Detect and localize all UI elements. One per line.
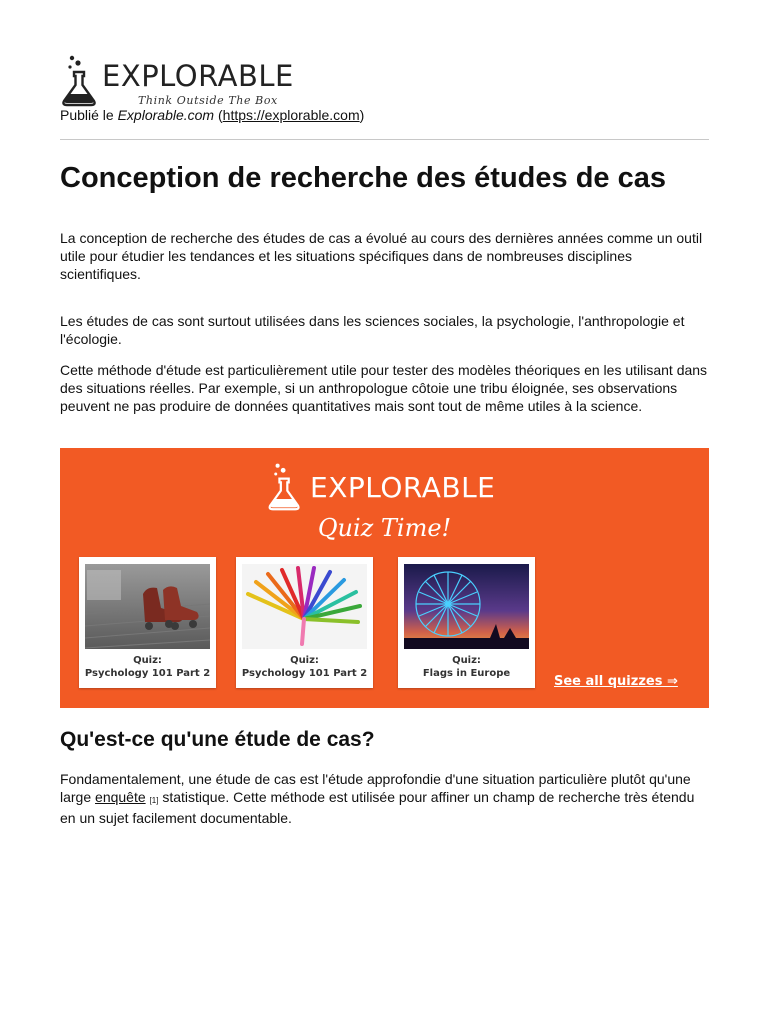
- paragraph-intro: La conception de recherche des études de cas a évolué au cours des dernières années comme un outil utile pour étudier les tendances et les situations spécifiques dans de nombreuses disciplines scientifiques.: [60, 230, 703, 282]
- quiz-card-label: Quiz:: [452, 655, 481, 666]
- definition-text-end: statistique. Cette méthode est utilisée pour affiner un champ de recherche très étendu en un sujet facilement documentable.: [60, 789, 695, 826]
- site-name: Explorable.com: [117, 107, 215, 123]
- site-url-link[interactable]: https://explorable.com: [222, 107, 360, 123]
- quiz-card[interactable]: [236, 557, 373, 688]
- ferris-wheel-image: [404, 564, 529, 649]
- see-all-quizzes-link[interactable]: See all quizzes ⇒: [554, 674, 678, 689]
- paragraph-method: Cette méthode d'étude est particulièrement utile pour tester des modèles théoriques en les utilisant dans des situations réelles. Par exemple, si un anthropologue côtoie une tribu éloignée, ses observations peuvent ne pas produire de données quantitatives mais sont tout de même utiles à la science.: [60, 362, 708, 414]
- logo-wordmark: EXPLORABLE: [102, 59, 294, 93]
- enquete-link[interactable]: enquête: [95, 789, 146, 805]
- logo-tagline: Think Outside The Box: [138, 94, 278, 107]
- quiz-card[interactable]: [79, 557, 216, 688]
- roller-skates-image: [85, 564, 210, 649]
- published-prefix: Publié le: [60, 107, 118, 123]
- quiz-card-label: Quiz:: [290, 655, 319, 666]
- header-divider: [60, 139, 709, 140]
- quiz-card-title: Flags in Europe: [422, 668, 511, 679]
- quiz-banner[interactable]: [60, 448, 709, 708]
- quiz-time-headline: Quiz Time!: [317, 514, 452, 542]
- url-open: (: [214, 107, 223, 123]
- url-close: ): [359, 107, 365, 123]
- colored-pencils-image: [242, 564, 367, 649]
- article-title: Conception de recherche des études de cas: [60, 162, 666, 194]
- banner-wordmark: EXPLORABLE: [310, 471, 496, 504]
- section-heading: Qu'est-ce qu'une étude de cas?: [60, 728, 375, 751]
- flask-icon: [60, 54, 100, 108]
- flask-icon: [265, 462, 305, 512]
- quiz-card[interactable]: [398, 557, 535, 688]
- quiz-card-title: Psychology 101 Part 2: [84, 668, 211, 679]
- quiz-card-title: Psychology 101 Part 2: [241, 668, 368, 679]
- definition-text-start: Fondamentalement, une étude de cas est l'étude approfondie d'une situation particulière plutôt qu'une large: [60, 771, 691, 805]
- published-line: [60, 106, 364, 124]
- banner-logo: [265, 462, 525, 512]
- paragraph-definition: [60, 770, 709, 827]
- explorable-logo[interactable]: [60, 54, 300, 108]
- footnote-ref[interactable]: [1]: [149, 796, 159, 805]
- paragraph-fields: Les études de cas sont surtout utilisées dans les sciences sociales, la psychologie, l'anthropologie et l'écologie.: [60, 313, 685, 347]
- quiz-card-label: Quiz:: [133, 655, 162, 666]
